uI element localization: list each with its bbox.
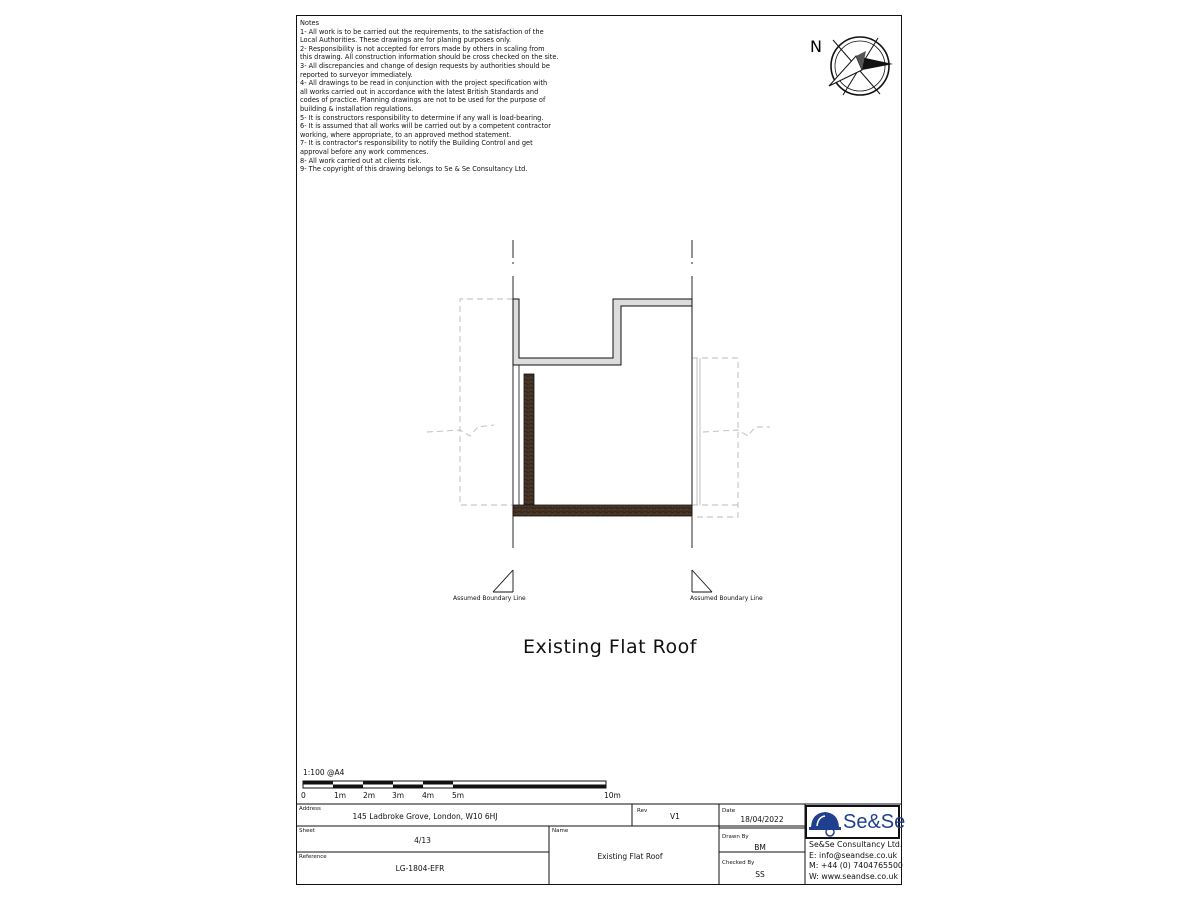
rev-value: V1: [670, 812, 680, 821]
notes-line: this drawing. All construction information should be cross checked on the site.: [300, 53, 559, 62]
notes-line: 4- All drawings to be read in conjunction with the project specification with: [300, 79, 548, 88]
neighbour-outlines: [427, 299, 770, 517]
notes-line: 7- It is contractor's responsibility to notify the Building Control and get: [300, 139, 533, 148]
boundary-marker-left: [493, 570, 513, 592]
checked-by-label: Checked By: [722, 860, 755, 866]
name-label: Name: [552, 828, 569, 834]
scale-tick-label: 1m: [334, 791, 347, 800]
company-mobile: M: +44 (0) 7404765500: [809, 861, 903, 870]
company-email: E: info@seandse.co.uk: [809, 850, 898, 860]
drawing-title: Existing Flat Roof: [523, 636, 697, 658]
scale-tick-label: 2m: [363, 791, 376, 800]
north-arrow-icon: [829, 37, 893, 95]
scale-tick-label: 0: [301, 791, 306, 800]
date-label: Date: [722, 808, 736, 814]
scale-tick-label: 5m: [452, 791, 465, 800]
boundary-marker-right: [692, 570, 712, 592]
notes-heading: Notes: [300, 19, 320, 27]
notes-line: 3- All discrepancies and change of design requests by authorities should be: [300, 61, 550, 70]
notes-line: reported to surveyor immediately.: [300, 70, 413, 79]
scale-tick-label: 10m: [604, 791, 621, 800]
reference-label: Reference: [299, 854, 327, 860]
sheet-value: 4/13: [414, 836, 431, 845]
notes-line: Local Authorities. These drawings are for planing purposes only.: [300, 36, 512, 45]
notes-line: 1- All work is to be carried out the requirements, to the satisfaction of the: [300, 27, 544, 36]
notes-line: building & installation regulations.: [300, 104, 414, 113]
scale-tick-label: 4m: [422, 791, 435, 800]
sheet-label: Sheet: [299, 828, 315, 834]
address-value: 145 Ladbroke Grove, London, W10 6HJ: [352, 812, 498, 821]
brick-wall-horizontal: [513, 505, 692, 516]
rev-label: Rev: [637, 808, 648, 814]
address-label: Address: [299, 806, 321, 812]
date-value: 18/04/2022: [740, 815, 784, 824]
boundary-label-left: Assumed Boundary Line: [453, 595, 526, 602]
north-letter: N: [810, 37, 822, 56]
notes-line: 9- The copyright of this drawing belongs to Se & Se Consultancy Ltd.: [300, 165, 528, 174]
drawn-by-label: Drawn By: [722, 834, 749, 840]
notes-line: 5- It is constructors responsibility to determine if any wall is load-bearing.: [300, 113, 544, 122]
scale-label: 1:100 @A4: [303, 768, 345, 777]
checked-by-value: SS: [755, 870, 765, 879]
drawn-by-value: BM: [754, 843, 766, 852]
name-value: Existing Flat Roof: [597, 852, 663, 861]
roof-outline: [519, 306, 692, 505]
company-web: W: www.seandse.co.uk: [809, 871, 898, 881]
scale-bar: [303, 781, 606, 788]
notes-line: all works carried out in accordance with the latest British Standards and: [300, 87, 539, 96]
scale-tick-label: 3m: [392, 791, 405, 800]
boundary-lines: [513, 240, 692, 548]
notes-line: 8- All work carried out at clients risk.: [300, 156, 422, 165]
notes-line: 6- It is assumed that all works will be carried out by a competent contractor: [300, 122, 551, 131]
company-name: Se&Se Consultancy Ltd.: [809, 840, 903, 849]
hard-hat-icon: [808, 807, 842, 837]
logo-text: Se&Se: [843, 811, 906, 833]
notes-line: approval before any work commences.: [300, 147, 429, 156]
reference-value: LG-1804-EFR: [395, 864, 445, 873]
brick-wall-vertical: [524, 374, 534, 505]
notes-line: working, where appropriate, to an approved method statement.: [300, 130, 512, 139]
existing-parapet: [513, 299, 692, 365]
company-logo: [805, 805, 906, 839]
notes-line: codes of practice. Planning drawings are not to be used for the purpose of: [300, 96, 546, 105]
boundary-label-right: Assumed Boundary Line: [690, 595, 763, 602]
notes-line: 2- Responsibility is not accepted for errors made by others in scaling from: [300, 44, 545, 53]
company-contact: [809, 840, 903, 882]
